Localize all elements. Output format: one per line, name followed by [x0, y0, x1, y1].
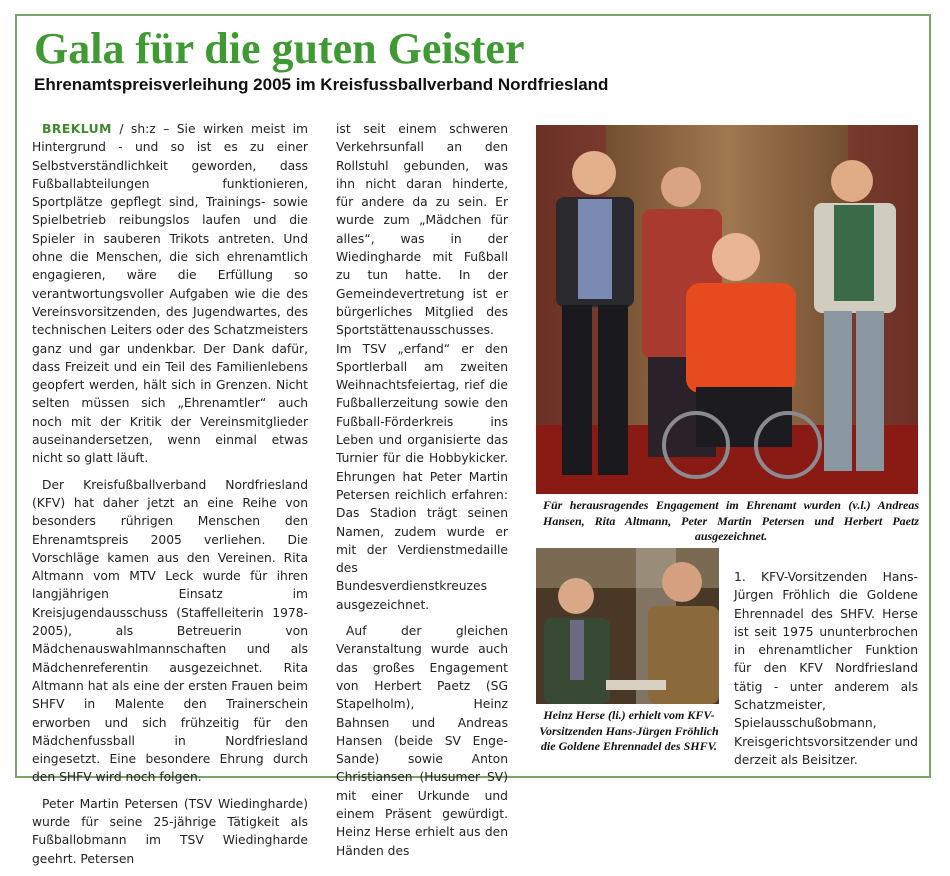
paragraph-herse: 1. KFV-Vorsitzenden Hans-Jürgen Fröhlich die Goldene Ehrennadel des SHFV. Herse ist seit 1975 ununterbrochen in ehrenamtlicher Funktion für den KFV Nordfriesland tätig - unter anderem als Schatzmeister, Spielausschußobmann, Kreisgerichtsvorsitzender und derzeit als Beisitzer. [734, 570, 918, 767]
photo-golden-pin [536, 548, 719, 704]
headline: Gala für die guten Geister [34, 24, 525, 73]
paragraph-kfv: Der Kreisfußballverband Nordfriesland (KFV) hat daher jetzt an eine Reihe von besonders rührigen Menschen den Ehrenamtspreis 2005 verliehen. Die Vorschläge kamen aus den Vereinen. Rita Altmann vom MTV Leck wurde für ihren langjährigen Einsatz im Kreisjugendausschuss (Staffelleiterin 1978-2005), als Betreuerin von Mädchenauswahlmannschaften und als Mädchenreferentin ausgezeichnet. Rita Altmann hat als eine der ersten Frauen beim SHFV in Malente den Trainerschein erworben und sich frühzeitig für den Mädchenfussball in Nordfriesland eingesetzt. Eine besondere Ehrung durch den SHFV wird noch folgen. [32, 477, 308, 785]
paragraph-petersen-cont: ist seit einem schweren Verkehrsunfall an den Rollstuhl gebunden, was ihn nicht daran hinderte, für andere da zu sein. Er wurde zum „Mädchen für alles“, was in der Wiedingharde mit Fußball zu tun hatte. In der Gemeindevertretung ist er bürgerliches Mitglied des Sportstättenausschusses. Im TSV „erfand“ er den Sportlerball am zweiten Weihnachtsfeiertag, rief die Fußballerzeitung sowie den Fußball-Förderkreis ins Leben und organisierte das Turnier für die Hobbykicker. Ehrungen hat Peter Martin Petersen reichlich erfahren: Das Stadion trägt seinen Namen, zudem wurde er mit der Verdienstmedaille des Bundesverdienstkreuzes ausgezeichnet. [336, 122, 508, 612]
photo-award-winners [536, 125, 918, 494]
article-column-2 [336, 120, 508, 868]
paragraph-further-honors: Auf der gleichen Veranstaltung wurde auch das großes Engagement von Herbert Paetz (SG Stapelholm), Heinz Bahnsen und Andreas Hansen (beide SV Enge-Sande) sowie Anton Christiansen (Husumer SV) mit einer Urkunde und einem Präsent gewürdigt. Heinz Herse erhielt aus den Händen des [336, 624, 508, 858]
dateline: BREKLUM [42, 122, 112, 136]
article-column-1 [32, 120, 308, 876]
paragraph-intro [32, 120, 308, 468]
paragraph-petersen: Peter Martin Petersen (TSV Wiedingharde) wurde für seine 25-jährige Tätigkeit als Fußballobmann im TSV Wiedingharde geehrt. Petersen [32, 796, 308, 866]
photo-golden-pin-image [536, 548, 719, 704]
author-tag: / sh:z – [111, 122, 177, 136]
photo-award-winners-image [536, 125, 918, 494]
paragraph-intro-text: Sie wirken meist im Hintergrund - und so ist es zu einer Selbstverständlichkeit geworden, dass Fußballabteilungen funktionieren, Sportplätze gepflegt sind, Trainings- sowie Spielbetrieb reibungslos laufen und die Spieler in sauberen Trikots antreten. Und ohne die Menschen, die sich ehrenamtlich engagieren, wäre die Erfüllung so verantwortungsvoller Aufgaben wie die des Vereinsvorsitzenden, des Jugendwartes, des technischen Leiters oder des Schatzmeisters ganz und gar undenkbar. Der Dank dafür, dass Freizeit und ein Teil des Familienlebens geopfert werden, hält sich in Grenzen. Nicht selten müssen sich „Ehrenamtler“ auch noch mit der Kritik der Vereinsmitglieder auseinandersetzen, wenn einmal etwas nicht so glatt läuft. [32, 122, 308, 466]
subheadline: Ehrenamtspreisverleihung 2005 im Kreisfussballverband Nordfriesland [34, 75, 609, 94]
caption-golden-pin: Heinz Herse (li.) erhielt vom KFV-Vorsitzenden Hans-Jürgen Fröhlich die Goldene Ehrennadel des SHFV. [539, 708, 719, 753]
article-column-3 [734, 568, 918, 777]
caption-award-winners: Für herausragendes Engagement im Ehrenamt wurden (v.l.) Andreas Hansen, Rita Altmann, Peter Martin Petersen und Herbert Paetz ausgezeichnet. [543, 498, 919, 543]
